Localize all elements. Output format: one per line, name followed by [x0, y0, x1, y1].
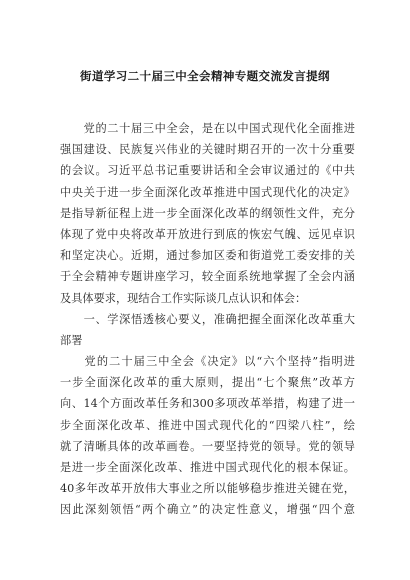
- paragraph-line: 党的二十届三中全会《决定》以“六个坚持”指明进: [60, 355, 355, 369]
- section-heading-line: 部署: [60, 333, 83, 347]
- paragraph-line: 向、14个方面改革任务和300多项改革举措，构建了进一: [60, 397, 355, 411]
- section-heading-line: 一、学深悟透核心要义，准确把握全面深化改革重大: [60, 312, 355, 326]
- paragraph-line: 的会议。习近平总书记重要讲话和全会审议通过的《中共: [60, 164, 355, 178]
- paragraph-line: 就了清晰具体的改革画卷。一要坚持党的领导。党的领导: [60, 439, 355, 453]
- paragraph-line: 是指导新征程上进一步全面深化改革的纲领性文件，充分: [60, 206, 355, 220]
- paragraph-line: 于全会精神专题讲座学习，较全面系统地掌握了全会内涵: [60, 270, 355, 284]
- paragraph-line: 党的二十届三中全会，是在以中国式现代化全面推进: [60, 122, 355, 135]
- paragraph-line: 一步全面深化改革的重大原则，提出“七个聚焦”改革方: [60, 376, 355, 390]
- paragraph-line: 步全面深化改革、推进中国式现代化的“四梁八柱”，绘: [60, 418, 355, 432]
- paragraph-line: 强国建设、民族复兴伟业的关键时期召开的一次十分重要: [60, 143, 355, 157]
- paragraph-line: 和坚定决心。近期，通过参加区委和街道党工委安排的关: [60, 249, 355, 263]
- paragraph-line: 是进一步全面深化改革、推进中国式现代化的根本保证。: [60, 461, 355, 474]
- document-body: [60, 118, 355, 521]
- paragraph-line: 中央关于进一步全面深化改革推进中国式现代化的决定》: [60, 185, 355, 199]
- paragraph-line: 40多年改革开放伟大事业之所以能够稳步推进关键在党，: [60, 482, 355, 496]
- paragraph-line: 因此深刻领悟“两个确立”的决定性意义，增强“四个意: [60, 503, 355, 517]
- document-title: 街道学习二十届三中全会精神专题交流发言提纲: [80, 69, 330, 83]
- paragraph-line: 及具体要求，现结合工作实际谈几点认识和体会：: [60, 291, 307, 305]
- paragraph-line: 体现了党中央将改革开放进行到底的恢宏气魄、远见卓识: [60, 227, 355, 241]
